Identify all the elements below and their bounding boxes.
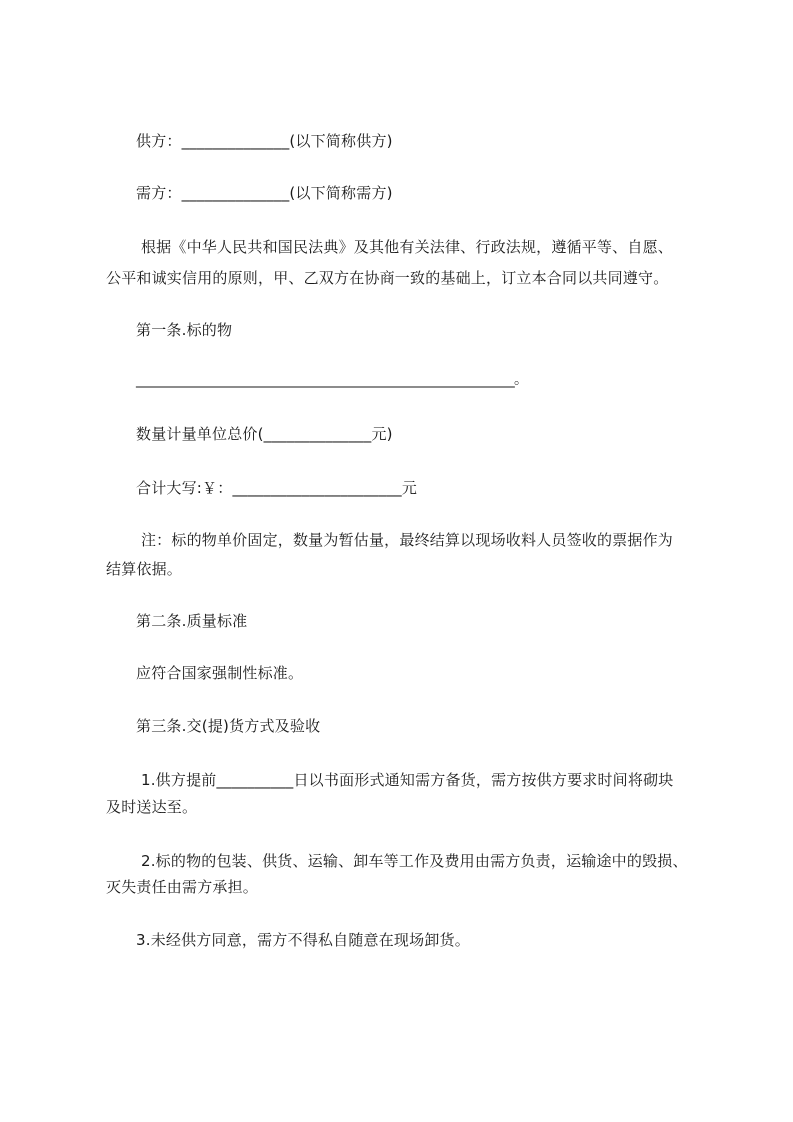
item2-line-2: 灭失责任由需方承担。 xyxy=(106,878,259,896)
article2-body: 应符合国家强制性标准。 xyxy=(136,664,304,682)
note-line-2: 结算依据。 xyxy=(106,560,183,578)
total-amount-line: 合计大写:￥：______________________元 xyxy=(136,479,418,497)
item1-line-1: 1.供方提前__________日以书面形式通知需方备货，需方按供方要求时间将砌块 xyxy=(136,771,674,789)
preamble-line-2: 公平和诚实信用的原则，甲、乙双方在协商一致的基础上，订立本合同以共同遵守。 xyxy=(106,269,669,287)
article1-blank: ____________________________________________________________。 xyxy=(136,372,528,388)
article1-title: 第一条.标的物 xyxy=(136,321,233,339)
item1-line-2: 及时送达至。 xyxy=(106,798,198,816)
item2-line-1: 2.标的物的包装、供货、运输、卸车等工作及费用由需方负责，运输途中的毁损、 xyxy=(136,852,688,870)
supplier-line: 供方：______________(以下简称供方) xyxy=(136,132,393,150)
article2-title: 第二条.质量标准 xyxy=(136,612,248,630)
buyer-line: 需方：______________(以下简称需方) xyxy=(136,184,393,202)
note-line-1: 注：标的物单价固定，数量为暂估量，最终结算以现场收料人员签收的票据作为 xyxy=(136,531,673,549)
preamble-line-1: 根据《中华人民共和国民法典》及其他有关法律、行政法规，遵循平等、自愿、 xyxy=(136,238,673,256)
article3-title: 第三条.交(提)货方式及验收 xyxy=(136,717,321,735)
quantity-line: 数量计量单位总价(______________元) xyxy=(136,425,393,443)
item3-line-1: 3.未经供方同意，需方不得私自随意在现场卸货。 xyxy=(136,931,470,949)
